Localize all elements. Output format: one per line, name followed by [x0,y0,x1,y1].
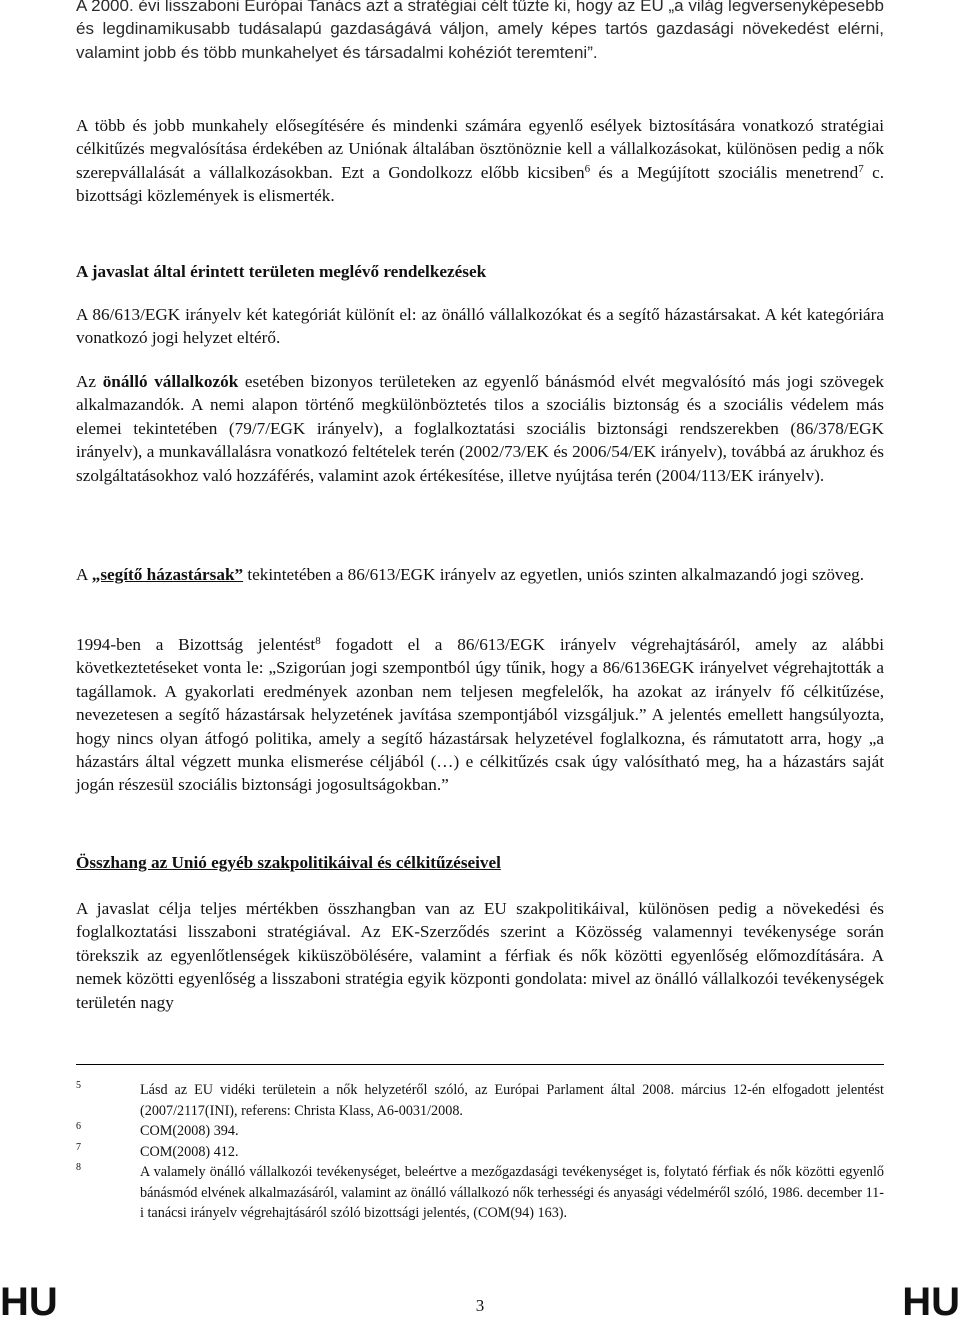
footnote-text: Lásd az EU vidéki területein a nők helyzetéről szóló, az Európai Parlament által 2008. március 12-én elfogadott jelentést (2007/2117(INI), referens: Christa Klass, A6-0031/2008. [140,1082,884,1119]
paragraph-1994-report [76,633,884,797]
section-heading-existing-provisions: A javaslat által érintett területen meglévő rendelkezések [76,262,487,281]
paragraph-consistency: A javaslat célja teljes mértékben összhangban van az EU szakpolitikáival, különösen pedig a növekedési és foglalkoztatási lisszaboni stratégiával. Az EK-Szerződés szerint a Közösség valamennyi tevékenysége során törekszik az egyenlőtlenségek kiküszöbölésére, valamint a férfiak és nők közötti egyenlőség előmozdítására. A nemek közötti egyenlőség a lisszaboni stratégia egyik központi gondolata: mivel az önálló vállalkozói tevékenységek területén nagy [76,899,884,1012]
footnote-number: 6 [76,1121,81,1132]
paragraph-text: esetében bizonyos területeken az egyenlő bánásmód elvét megvalósító más jogi szövegek alkalmazandók. A nemi alapon történő megkülönböztetés tilos a szociális biztonság és a szociális védelem más elemei tekintetében (79/7/EGK irányelv), a foglalkoztatási szociális biztonsági rendszerekben (86/378/EGK irányelv), a munkavállalásra vonatkozó feltételek terén (2002/73/EK és 2006/54/EK irányelv), továbbá az árukhoz és szolgáltatásokhoz való hozzáférés, valamint azok értékesítése, illetve nyújtása terén (2004/113/EK irányelv). [76,372,885,485]
paragraph-text: A [76,565,92,584]
footer-language-code-right: HU [902,1280,960,1324]
footnote-text: COM(2008) 394. [140,1123,239,1139]
bold-term: önálló vállalkozók [102,372,239,391]
footnote-text: A valamely önálló vállalkozói tevékenységet, beleértve a mezőgazdasági tevékenységet is, folytató férfiak és nők közötti egyenlő bánásmód elvének alkalmazásáról, valamint az önálló vállalkozó nők terhességi és anyasági védelméről szóló, 1986. december 11-i tanácsi irányelv végrehajtásáról szóló bizottsági jelentés, (COM(94) 163). [140,1164,884,1221]
paragraph-self-employed [76,370,884,487]
footnote-6 [76,1121,884,1142]
paragraph-text: c. bizottsági közlemények is elismerték. [76,162,884,206]
footnote-number: 7 [76,1141,81,1153]
bold-underlined-term: „segítő házastársak” [91,565,244,584]
footnote-ref-6[interactable]: 6 [584,162,591,175]
intro-paragraph: A 2000. évi lisszaboni Európai Tanács azt a stratégiai célt tűzte ki, hogy az EU „a világ legversenyképesebb és legdinamikusabb tudásalapú gazdaságává váljon, amely képes tartós gazdasági növekedést elérni, valamint jobb és több munkahelyet és társadalmi kohéziót teremteni”. [76,0,884,62]
paragraph-assisting-spouses [76,563,884,586]
footnote-5 [76,1080,884,1121]
page-number: 3 [475,1296,485,1315]
paragraph-text: és a Megújított szociális menetrend [590,162,859,182]
footnote-7 [76,1142,884,1163]
paragraph-categories: A 86/613/EGK irányelv két kategóriát különít el: az önálló vállalkozókat és a segítő házastársakat. A két kategóriára vonatkozó jogi helyzet eltérő. [76,305,884,348]
paragraph-text: 1994-ben a Bizottság jelentést [76,635,316,654]
footnote-number: 8 [76,1162,81,1173]
section-heading-consistency: Összhang az Unió egyéb szakpolitikáival és célkitűzéseivel [76,853,501,872]
footnote-number: 5 [76,1080,81,1091]
paragraph-text: tekintetében a 86/613/EGK irányelv az egyetlen, uniós szinten alkalmazandó jogi szöveg. [243,565,865,584]
paragraph-text: A több és jobb munkahely elősegítésére és mindenki számára egyenlő esélyek biztosítására vonatkozó stratégiai célkitűzés megvalósítása érdekében az Uniónak általában ösztönöznie kell a vállalkozásokat, különösen pedig a nők szerepvállalását a vállalkozásokban. Ezt a Gondolkozz előbb kicsiben [76,116,884,182]
footnote-8 [76,1162,884,1224]
footnote-ref-8[interactable]: 8 [315,635,321,647]
footer-language-code-left: HU [0,1280,58,1324]
paragraph-text: Az [76,372,103,391]
footnote-ref-7[interactable]: 7 [858,162,864,175]
footnotes [76,1080,884,1224]
footnote-separator [76,1064,884,1065]
paragraph-strategy [76,114,884,208]
paragraph-text: fogadott el a 86/613/EGK irányelv végrehajtásáról, amely az alábbi következtetéseket vonta le: „Szigorúan jogi szempontból úgy tűnik, hogy a 86/6136EGK irányelvet végrehajtották a tagállamok. A gyakorlati eredmények azonban nem teljesen megfelelők, ha azokat az irányelv fő célkitűzése, nevezetesen a segítő házastársak helyzetének javítása szempontjából vizsgáljuk.” A jelentés emellett hangsúlyozta, hogy nincs olyan átfogó politika, amely a segítő házastársak helyzetével foglalkozna, és rámutatott arra, hogy „a házastárs által végzett munka elismerése céljából (…) e célkitűzés csak úgy valósítható meg, ha a házastárs saját jogán részesül szociális biztonsági jogosultságokban.” [76,635,884,795]
footnote-text: COM(2008) 412. [140,1143,239,1160]
